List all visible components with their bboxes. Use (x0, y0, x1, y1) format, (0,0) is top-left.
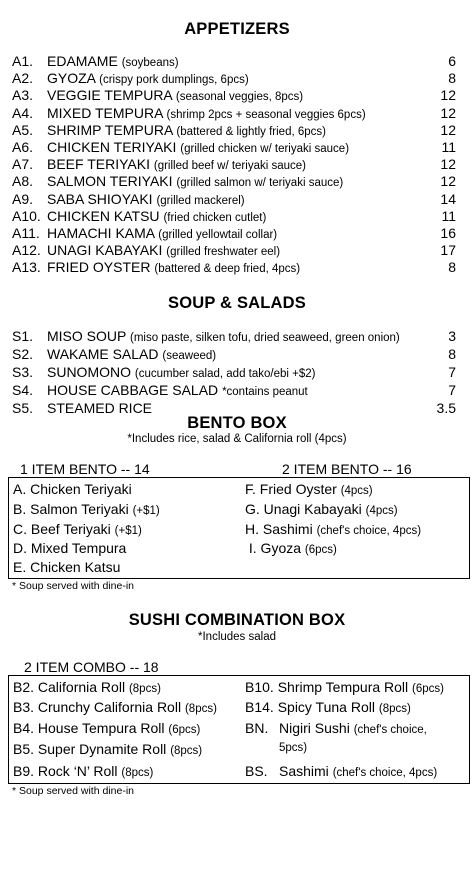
menu-item-code: A12. (12, 242, 41, 259)
menu-item-code: A5. (12, 121, 34, 138)
bento-box-options (8, 477, 470, 579)
menu-item-description: *contains peanut (222, 386, 308, 398)
menu-item-code: S3. (12, 364, 34, 380)
menu-item-price: 3.5 (436, 400, 456, 416)
menu-item-code: S4. (12, 382, 34, 398)
sushi-item-b4: B4. House Tempura Roll (6pcs) (13, 720, 201, 736)
sushi-title: SUSHI COMBINATION BOX (128, 611, 346, 629)
menu-item (12, 122, 456, 139)
bento-item-e: E. Chicken Katsu (13, 559, 121, 575)
menu-item-price: 7 (448, 382, 456, 398)
sushi-footnote: * Soup served with dine-in (12, 785, 134, 797)
menu-item-title: HAMACHI KAMA (47, 224, 155, 241)
bento-two-item-price: 2 ITEM BENTO -- 16 (282, 461, 412, 477)
menu-item-price: 7 (448, 364, 456, 380)
menu-item-code: A11. (12, 224, 40, 241)
menu-item-code: A4. (12, 104, 34, 121)
menu-item (12, 53, 456, 70)
sushi-item-b10: B10. Shrimp Tempura Roll (6pcs) (245, 679, 444, 695)
menu-item-price: 17 (440, 242, 456, 259)
menu-item-price: 12 (440, 121, 456, 138)
menu-item-title: MIXED TEMPURA (47, 104, 163, 121)
menu-item-price: 12 (440, 156, 456, 173)
menu-item (12, 139, 456, 156)
menu-item-title: VEGGIE TEMPURA (47, 87, 172, 104)
menu-item-description: (shrimp 2pcs + seasonal veggies 6pcs) (166, 108, 366, 121)
menu-item-description: (grilled mackerel) (156, 194, 245, 207)
menu-item-title: EDAMAME (47, 53, 118, 69)
menu-item-description: (grilled chicken w/ teriyaki sauce) (180, 142, 350, 155)
menu-item-price: 8 (448, 346, 456, 362)
soup-salads-list (12, 327, 456, 417)
appetizers-title: APPETIZERS (184, 20, 290, 38)
menu-item-code: A1. (12, 53, 34, 69)
menu-item-description: (grilled yellowtail collar) (158, 228, 278, 241)
menu-item-description: (fried chicken cutlet) (163, 211, 267, 224)
menu-item-title: FRIED OYSTER (47, 259, 151, 276)
menu-item-price: 8 (448, 70, 456, 87)
menu-item (12, 191, 456, 208)
menu-item-code: A2. (12, 70, 34, 87)
menu-item-name (47, 381, 308, 401)
menu-item (12, 381, 456, 399)
menu-item-description: (battered & deep fried, 4pcs) (154, 263, 301, 276)
menu-item-code: A13. (12, 259, 41, 276)
bento-item-h: H. Sashimi (chef's choice, 4pcs) (245, 521, 422, 537)
sushi-item-bn: BN. Nigiri Sushi (chef's choice, (245, 720, 427, 736)
menu-item (12, 208, 456, 225)
menu-item-description: (seasonal veggies, 8pcs) (175, 91, 304, 104)
bento-note: *Includes rice, salad & California roll (4pcs) (127, 433, 347, 445)
appetizers-list (12, 53, 456, 276)
bento-item-f: F. Fried Oyster (4pcs) (245, 481, 373, 497)
menu-item (12, 327, 456, 345)
bento-item-c: C. Beef Teriyaki (+$1) (13, 521, 142, 537)
menu-item-name (47, 259, 300, 278)
menu-item-price: 8 (448, 259, 456, 276)
bento-item-b: B. Salmon Teriyaki (+$1) (13, 501, 160, 517)
menu-item-title: STEAMED RICE (47, 400, 153, 416)
menu-item (12, 156, 456, 173)
menu-item-description: (grilled beef w/ teriyaki sauce) (153, 160, 306, 173)
menu-item-code: A9. (12, 190, 34, 207)
menu-item (12, 259, 456, 276)
sushi-box-options (8, 675, 470, 784)
menu-item (12, 70, 456, 87)
menu-item-title: CHICKEN TERIYAKI (47, 138, 177, 155)
menu-item-title: GYOZA (47, 70, 96, 87)
menu-item-code: A3. (12, 87, 34, 104)
bento-footnote: * Soup served with dine-in (12, 580, 134, 592)
bento-item-d: D. Mixed Tempura (13, 540, 127, 556)
bento-item-i: I. Gyoza (6pcs) (245, 540, 337, 556)
menu-item (12, 242, 456, 259)
menu-item-price: 12 (440, 87, 456, 104)
menu-item-code: A8. (12, 173, 34, 190)
menu-item-title: SHRIMP TEMPURA (47, 121, 173, 138)
menu-item-title: UNAGI KABAYAKI (47, 242, 163, 259)
menu-item (12, 345, 456, 363)
menu-item-price: 12 (440, 104, 456, 121)
menu-item-description: (battered & lightly fried, 6pcs) (176, 125, 326, 138)
menu-item-price: 14 (440, 190, 456, 207)
sushi-item-b9: B9. Rock ‘N’ Roll (8pcs) (13, 763, 154, 779)
sushi-note: *Includes salad (198, 631, 276, 643)
menu-item-title: SUNOMONO (47, 364, 131, 380)
menu-item-price: 11 (441, 207, 456, 224)
sushi-item-b5: B5. Super Dynamite Roll (8pcs) (13, 741, 203, 757)
menu-item (12, 173, 456, 190)
menu-item-name (47, 345, 216, 365)
menu-item-code: S5. (12, 400, 34, 416)
bento-item-a: A. Chicken Teriyaki (13, 481, 132, 497)
menu-item-description: (grilled freshwater eel) (166, 246, 281, 259)
sushi-item-b2: B2. California Roll (8pcs) (13, 679, 161, 695)
menu-item-price: 6 (448, 53, 456, 69)
menu-item-title: SALMON TERIYAKI (47, 173, 173, 190)
bento-one-item-price: 1 ITEM BENTO -- 14 (20, 461, 150, 477)
menu-item-title: SABA SHIOYAKI (47, 190, 153, 207)
sushi-combo-price: 2 ITEM COMBO -- 18 (24, 659, 159, 675)
menu-item-code: A6. (12, 138, 34, 155)
menu-item-description: (cucumber salad, add tako/ebi +$2) (134, 368, 316, 380)
soup-salads-title: SOUP & SALADS (168, 294, 306, 312)
sushi-item-bs: BS. Sashimi (chef's choice, 4pcs) (245, 763, 438, 779)
menu-item-title: MISO SOUP (47, 328, 127, 344)
menu-item-description: (seaweed) (162, 350, 217, 362)
menu-item-code: A7. (12, 156, 34, 173)
menu-item-title: CHICKEN KATSU (47, 207, 160, 224)
menu-item-code: S2. (12, 346, 34, 362)
menu-item-price: 12 (440, 173, 456, 190)
menu-item-description: (soybeans) (121, 57, 179, 69)
menu-item-title: WAKAME SALAD (47, 346, 159, 362)
menu-item (12, 87, 456, 104)
sushi-item-bn-cont: 5pcs) (279, 742, 308, 754)
menu-item-price: 3 (448, 328, 456, 344)
menu-item (12, 105, 456, 122)
menu-item-description: (miso paste, silken tofu, dried seaweed, green onion) (129, 332, 400, 344)
menu-item-price: 16 (440, 224, 456, 241)
sushi-item-b3: B3. Crunchy California Roll (8pcs) (13, 699, 217, 715)
menu-item (12, 225, 456, 242)
menu-item-code: S1. (12, 328, 34, 344)
menu-item-description: (grilled salmon w/ teriyaki sauce) (176, 177, 344, 190)
menu-item (12, 363, 456, 381)
menu-item-description: (crispy pork dumplings, 6pcs) (99, 74, 249, 87)
bento-item-g: G. Unagi Kabayaki (4pcs) (245, 501, 398, 517)
menu-item-code: A10. (12, 207, 41, 224)
sushi-item-b14: B14. Spicy Tuna Roll (8pcs) (245, 699, 411, 715)
menu-item-title: BEEF TERIYAKI (47, 156, 150, 173)
menu-item-name (47, 327, 400, 347)
menu-item-price: 11 (441, 138, 456, 155)
bento-title: BENTO BOX (187, 414, 287, 432)
menu-item-title: HOUSE CABBAGE SALAD (47, 382, 219, 398)
menu-item-name (47, 363, 315, 383)
